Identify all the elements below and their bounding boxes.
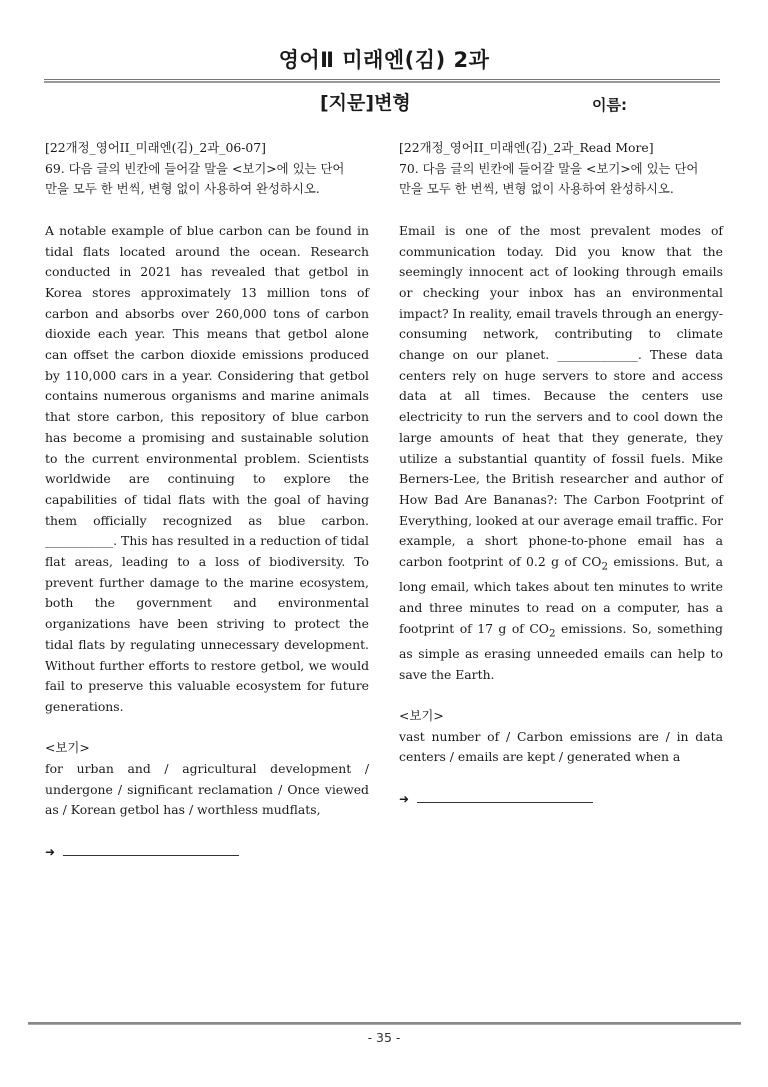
bogi-word-chunks: vast number of / Carbon emissions are / in data centers / emails are kept / generated when a [399, 728, 723, 765]
answer-row [45, 842, 369, 863]
answer-row [399, 789, 723, 810]
header-divider [44, 79, 720, 83]
worksheet-subtitle: [지문]변형 [320, 92, 411, 114]
passage-part-2: emissions. But, a long email, which takes about ten minutes to write and three minutes to read on a computer, has a footprint of 17 g of CO [399, 554, 724, 636]
question-69-column [45, 138, 369, 863]
question-source: [22개정_영어II_미래엔(김)_2과_Read More] [399, 140, 654, 155]
passage-text: A notable example of blue carbon can be found in tidal flats located around the ocean. Research conducted in 2021 has revealed that getbol in Korea stores approximately 13 million tons of carbon and absorbs over 260,000 tons of carbon dioxide each year. This means that getbol alone can offset the carbon dioxide emissions produced by 110,000 cars in a year. Considering that getbol contains numerous organisms and marine animals that store carbon, this repository of blue carbon has become a promising and sustainable solution to the current environmental problem. Scientists worldwide are continuing to explore the capabilities of tidal flats with the goal of having them officially recognized as blue carbon. ___________. This has resulted in a reduction of tidal flat areas, leading to a loss of biodiversity. To prevent further damage to the marine ecosystem, both the government and environmental organizations have been striving to protect the tidal flats by regulating unnecessary development. Without further efforts to restore getbol, we would fail to preserve this valuable ecosystem for future generations. [45, 222, 369, 714]
worksheet-title: 영어Ⅱ 미래엔(김) 2과 [278, 48, 490, 72]
subscript-2: 2 [548, 627, 556, 640]
passage-text [399, 221, 723, 685]
bogi-label: <보기> [45, 740, 90, 756]
subscript-2: 2 [601, 560, 609, 573]
question-source: [22개정_영어II_미래엔(김)_2과_06-07] [45, 140, 267, 155]
question-70-column [399, 138, 723, 809]
page-number: - 35 - [367, 1030, 401, 1045]
question-instruction-line-1: 70. 다음 글의 빈칸에 들어갈 말을 <보기>에 있는 단어 [399, 160, 699, 176]
name-label: 이름: [592, 96, 627, 114]
passage-part-1: Email is one of the most prevalent modes of communication today. Did you know that the seemingly innocent act of looking through emails or checking your inbox has an environmental impact? In reality, email travels through an energy-consuming network, contributing to climate change on our planet. _____________. These data centers rely on huge servers to store and access data at all times. Because the centers use electricity to run the servers and to cool down the large amounts of heat that they generate, they utilize a substantial quantity of fossil fuels. Mike Berners-Lee, the British researcher and author of How Bad Are Bananas?: The Carbon Footprint of Everything, looked at our average email traffic. For example, a short phone-to-phone email has a carbon footprint of 0.2 g of CO [399, 222, 723, 570]
answer-blank[interactable] [63, 844, 239, 856]
footer-divider [28, 1022, 741, 1025]
arrow-icon: ➜ [399, 791, 410, 806]
bogi-word-chunks: for urban and / agricultural development / undergone / significant reclamation / Once viewed as / Korean getbol has / worthless mudflats, [45, 761, 369, 818]
bogi-label: <보기> [399, 707, 444, 723]
question-instruction-line-2: 만을 모두 한 번씩, 변형 없이 사용하여 완성하시오. [45, 181, 320, 197]
arrow-icon: ➜ [45, 844, 56, 859]
answer-blank[interactable] [417, 791, 593, 803]
passage-part-3: emissions. So, something as simple as erasing unneeded emails can help to save the Earth. [399, 620, 723, 682]
question-instruction-line-1: 69. 다음 글의 빈칸에 들어갈 말을 <보기>에 있는 단어 [45, 160, 345, 176]
question-instruction-line-2: 만을 모두 한 번씩, 변형 없이 사용하여 완성하시오. [399, 181, 674, 197]
